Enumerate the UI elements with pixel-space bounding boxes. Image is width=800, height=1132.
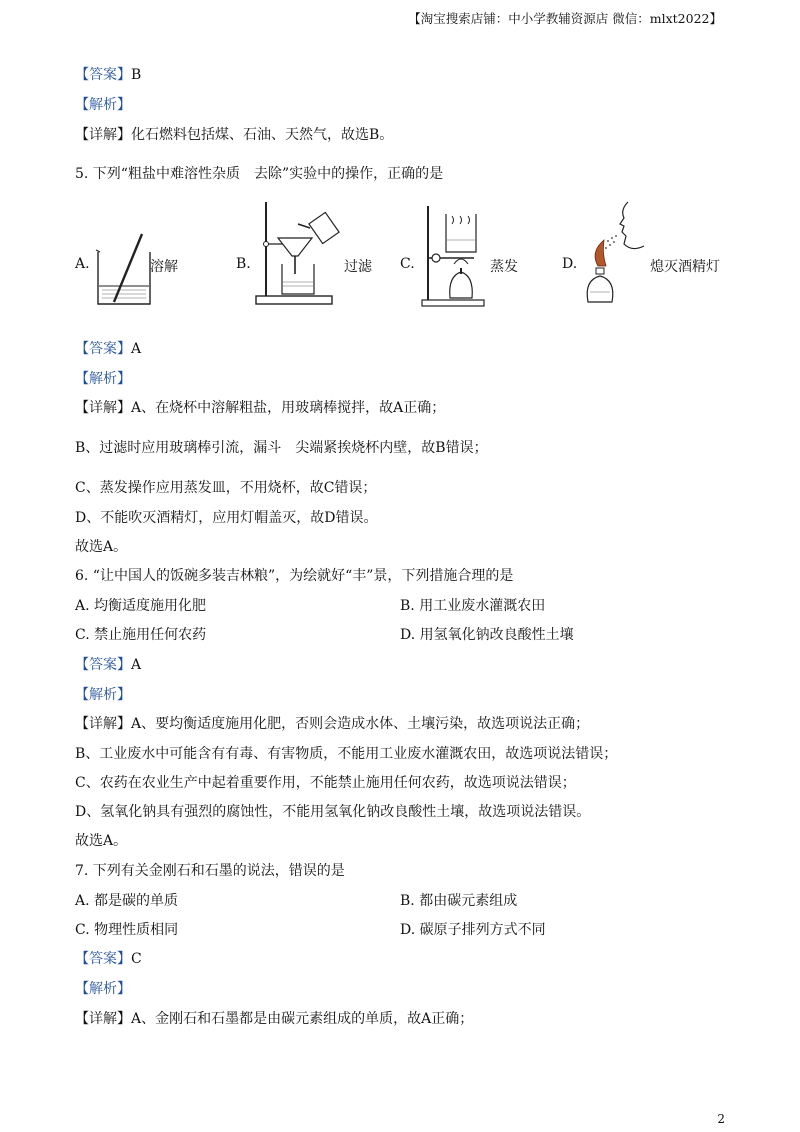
- detail-tag: 【详解】: [75, 400, 131, 416]
- q5-detail-line-3: C、蒸发操作应用蒸发皿，不用烧杯，故C错误；: [75, 480, 377, 496]
- q6-analysis-tag: 【解析】: [75, 687, 131, 703]
- answer-tag: 【答案】: [75, 657, 131, 673]
- q4-answer-line: [75, 64, 141, 84]
- q5-answer-line: [75, 338, 141, 358]
- q5-detail-line-2: B、过滤时应用玻璃棒引流，漏斗 尖端紧挨烧杯内壁，故B错误；: [75, 440, 488, 456]
- option-a-label: 溶解: [150, 259, 178, 275]
- detail-tag: 【详解】: [75, 716, 131, 732]
- q5-conclusion: 故选A。: [75, 539, 128, 555]
- q6-option-c: C. 禁止施用任何农药: [75, 627, 207, 643]
- option-b-label: 过滤: [344, 259, 372, 275]
- q7-option-a: A. 都是碳的单质: [75, 893, 179, 909]
- alcohol-lamp-figure: [582, 200, 650, 310]
- detail-text: A、在烧杯中溶解粗盐，用玻璃棒搅拌，故A正确；: [131, 400, 446, 416]
- q6-option-d: D. 用氢氧化钠改良酸性土壤: [400, 627, 574, 643]
- q6-conclusion: 故选A。: [75, 833, 128, 849]
- q7-stem: 7. 下列有关金刚石和石墨的说法，错误的是: [75, 863, 345, 879]
- page-header: 【淘宝搜索店铺：中小学教辅资源店 微信：mlxt2022】: [408, 11, 722, 26]
- page-number: 2: [717, 1112, 725, 1126]
- q6-detail-line-4: D、氢氧化钠具有强烈的腐蚀性，不能用氢氧化钠改良酸性土壤，故选项说法错误。: [75, 804, 591, 820]
- detail-tag: 【详解】: [75, 1011, 131, 1027]
- detail-text: A、要均衡适度施用化肥，否则会造成水体、土壤污染，故选项说法正确；: [131, 716, 590, 732]
- answer-value: C: [131, 951, 142, 967]
- detail-text: 化石燃料包括煤、石油、天然气，故选B。: [131, 127, 394, 143]
- q5-detail-line-4: D、不能吹灭酒精灯，应用灯帽盖灭，故D错误。: [75, 510, 378, 526]
- q7-option-c: C. 物理性质相同: [75, 922, 179, 938]
- q7-analysis-tag: 【解析】: [75, 981, 131, 997]
- q4-detail-line: [75, 124, 393, 144]
- q6-detail-line-1: [75, 713, 589, 733]
- option-a-letter: A.: [75, 256, 90, 272]
- q5-detail-line-1: [75, 397, 445, 417]
- q6-option-a: A. 均衡适度施用化肥: [75, 598, 207, 614]
- filtration-figure: [252, 198, 342, 310]
- q7-option-d: D. 碳原子排列方式不同: [400, 922, 546, 938]
- q7-detail-line-1: [75, 1008, 473, 1028]
- q5-stem: 5. 下列“粗盐中难溶性杂质 去除”实验中的操作，正确的是: [75, 166, 444, 182]
- evaporation-figure: [418, 202, 488, 310]
- option-d-letter: D.: [562, 256, 578, 272]
- option-c-label: 蒸发: [490, 259, 518, 275]
- answer-value: A: [131, 341, 142, 357]
- answer-value: B: [131, 67, 142, 83]
- q6-stem: 6. “让中国人的饭碗多装吉林粮”，为绘就好“丰”景，下列措施合理的是: [75, 568, 514, 584]
- answer-tag: 【答案】: [75, 341, 131, 357]
- q6-detail-line-3: C、农药在农业生产中起着重要作用，不能禁止施用任何农药，故选项说法错误；: [75, 775, 576, 791]
- q7-option-b: B. 都由碳元素组成: [400, 893, 518, 909]
- answer-tag: 【答案】: [75, 67, 131, 83]
- option-d-label: 熄灭酒精灯: [650, 259, 720, 275]
- q5-analysis-tag: 【解析】: [75, 371, 131, 387]
- q6-detail-line-2: B、工业废水中可能含有有毒、有害物质，不能用工业废水灌溉农田，故选项说法错误；: [75, 746, 618, 762]
- q7-answer-line: [75, 948, 142, 968]
- answer-tag: 【答案】: [75, 951, 131, 967]
- q4-analysis-tag: 【解析】: [75, 97, 131, 113]
- q6-option-b: B. 用工业废水灌溉农田: [400, 598, 546, 614]
- option-c-letter: C.: [400, 256, 415, 272]
- option-b-letter: B.: [236, 256, 251, 272]
- detail-text: A、金刚石和石墨都是由碳元素组成的单质，故A正确；: [131, 1011, 474, 1027]
- answer-value: A: [131, 657, 142, 673]
- q6-answer-line: [75, 654, 141, 674]
- detail-tag: 【详解】: [75, 127, 131, 143]
